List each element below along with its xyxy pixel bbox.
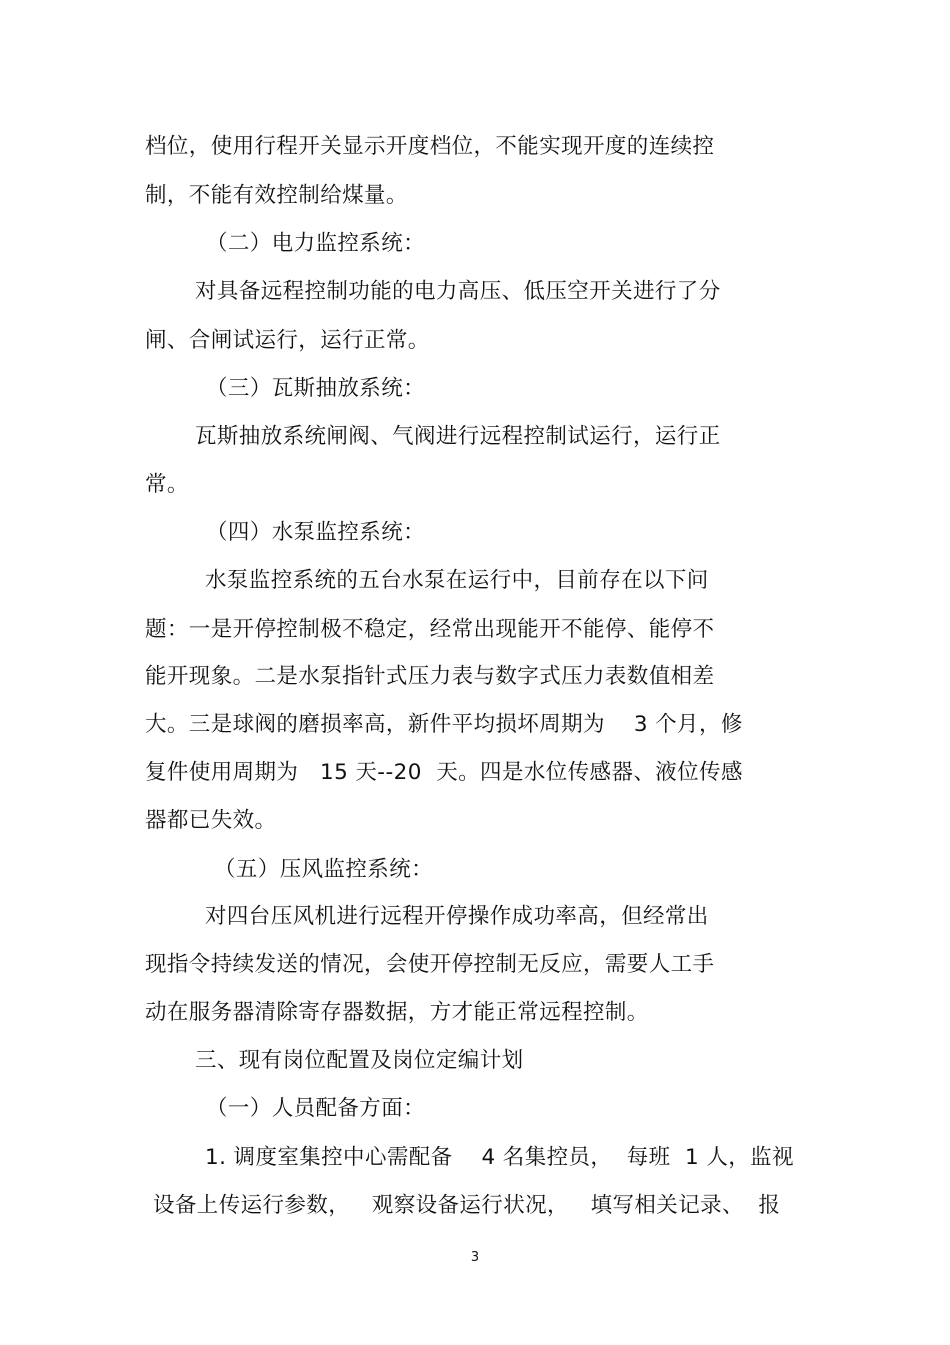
text-line: 1. 调度室集控中心需配备 4 名集控员， 每班 1 人，监视 <box>205 1145 794 1170</box>
text-line: 制，不能有效控制给煤量。 <box>145 183 408 208</box>
text-line: 能开现象。二是水泵指针式压力表与数字式压力表数值相差 <box>145 664 715 689</box>
text-line: 常。 <box>145 472 189 497</box>
text-line: 闸、合闸试运行，运行正常。 <box>145 328 430 353</box>
text-line: 设备上传运行参数， 观察设备运行状况， 填写相关记录、 报 <box>153 1193 781 1218</box>
text-line: 水泵监控系统的五台水泵在运行中，目前存在以下问 <box>205 568 709 593</box>
text-line: 对具备远程控制功能的电力高压、低压空开关进行了分 <box>195 279 721 304</box>
text-line: 器都已失效。 <box>145 808 277 833</box>
section-heading: （五）压风监控系统： <box>214 857 434 882</box>
text-line: 档位，使用行程开关显示开度档位，不能实现开度的连续控 <box>145 134 715 159</box>
section-heading: （二）电力监控系统： <box>206 231 426 256</box>
text-line: 复件使用周期为 15 天--20 天。四是水位传感器、液位传感 <box>145 760 743 785</box>
section-heading: （三）瓦斯抽放系统： <box>206 376 426 401</box>
page-number: 3 <box>470 1250 480 1265</box>
section-heading: （四）水泵监控系统： <box>206 520 426 545</box>
section-heading: （一）人员配备方面： <box>206 1096 426 1121</box>
text-line: 大。三是球阀的磨损率高，新件平均损坏周期为 3 个月，修 <box>145 712 743 737</box>
chapter-heading: 三、现有岗位配置及岗位定编计划 <box>195 1048 524 1073</box>
text-line: 瓦斯抽放系统闸阀、气阀进行远程控制试运行，运行正 <box>195 424 721 449</box>
text-line: 现指令持续发送的情况，会使开停控制无反应，需要人工手 <box>145 952 715 977</box>
text-line: 对四台压风机进行远程开停操作成功率高，但经常出 <box>205 904 709 929</box>
text-line: 题：一是开停控制极不稳定，经常出现能开不能停、能停不 <box>145 617 715 642</box>
text-line: 动在服务器清除寄存器数据，方才能正常远程控制。 <box>145 1000 649 1025</box>
